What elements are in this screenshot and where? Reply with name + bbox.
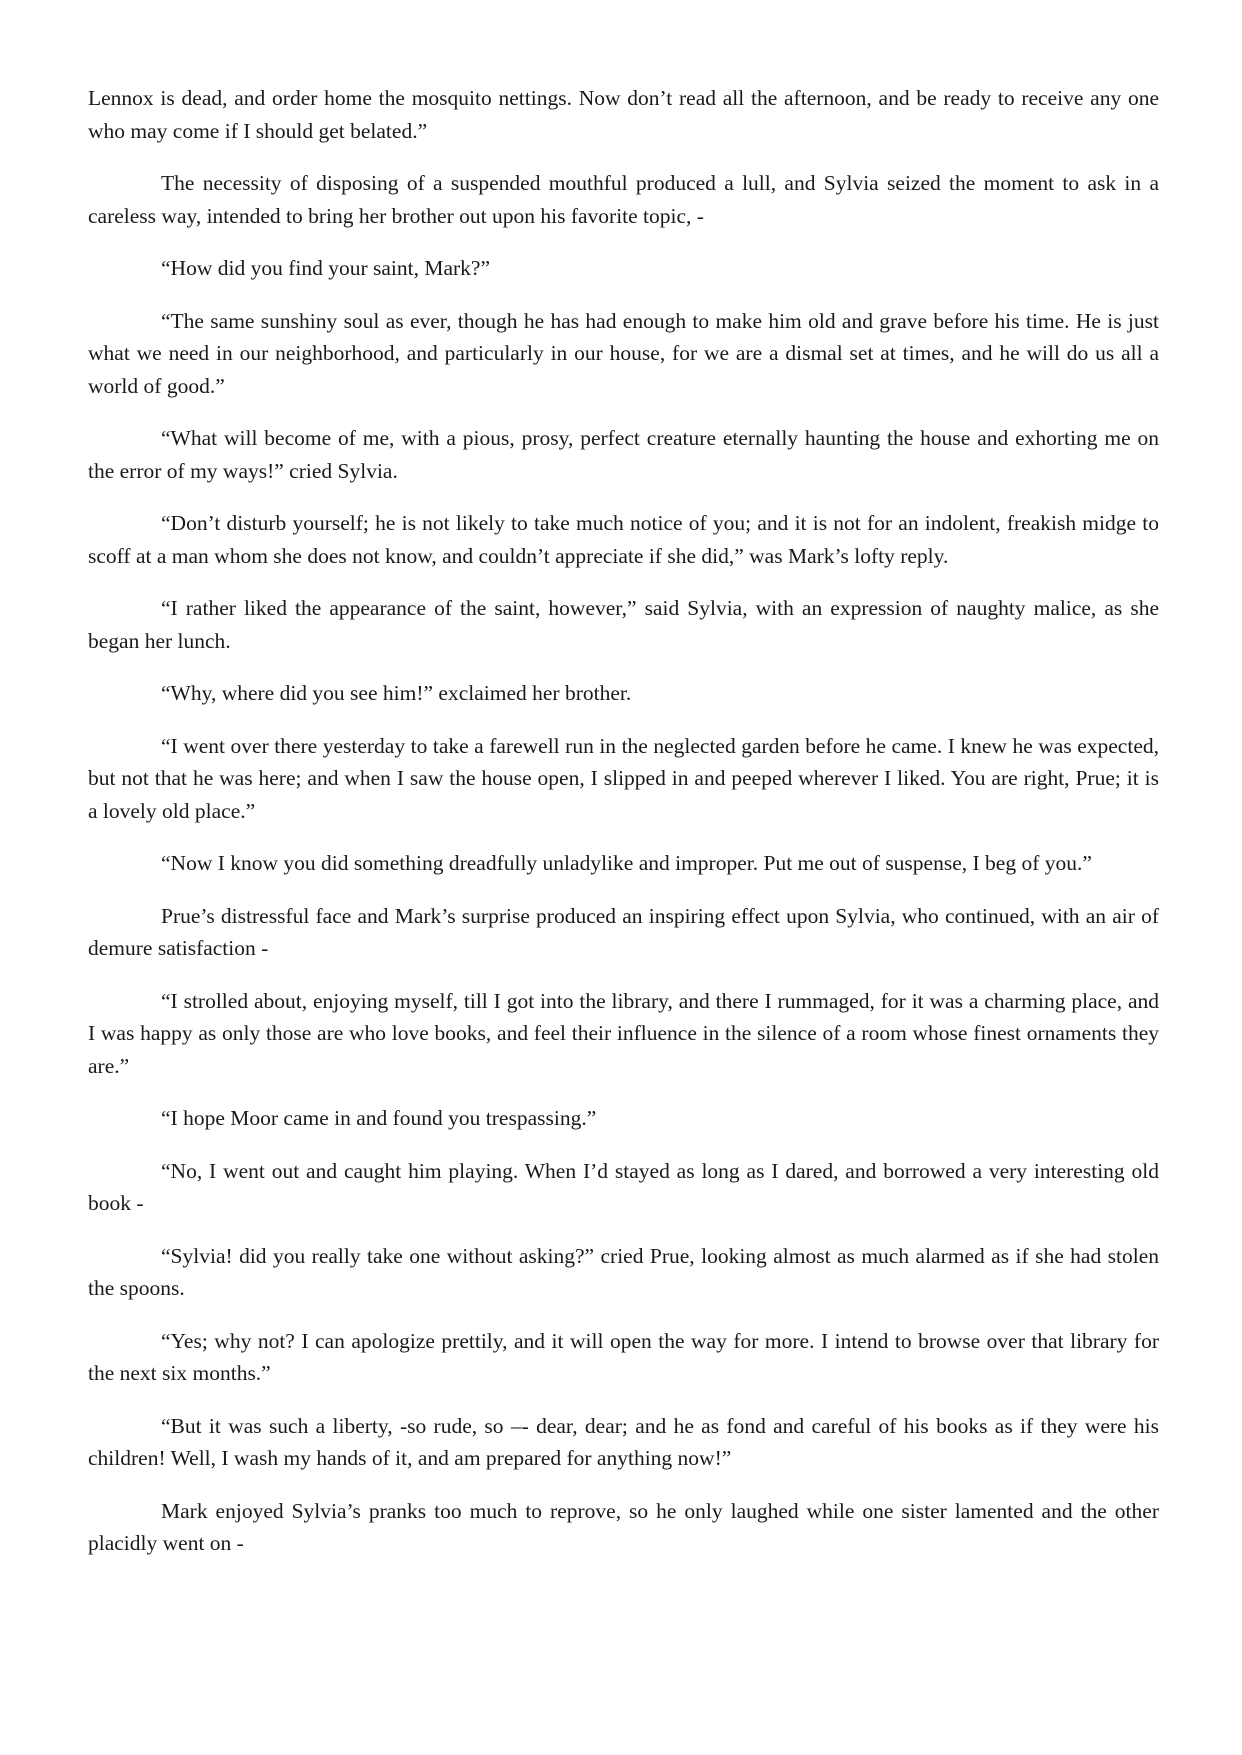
- paragraph: “I hope Moor came in and found you trespassing.”: [161, 1106, 597, 1130]
- paragraph: “I rather liked the appearance of the saint, however,” said Sylvia, with an expression of naughty malice, as she began her lunch.: [88, 596, 1159, 653]
- paragraph: “Why, where did you see him!” exclaimed her brother.: [161, 681, 632, 705]
- paragraph: “Don’t disturb yourself; he is not likely to take much notice of you; and it is not for an indolent, freakish midge to scoff at a man whom she does not know, and couldn’t appreciate if she did,” was Mark’s lofty reply.: [88, 511, 1159, 568]
- paragraph: “The same sunshiny soul as ever, though he has had enough to make him old and grave before his time. He is just what we need in our neighborhood, and particularly in our house, for we are a dismal set at times, and he will do us all a world of good.”: [88, 308, 1159, 398]
- paragraph: “Now I know you did something dreadfully unladylike and improper. Put me out of suspense, I beg of you.”: [161, 851, 1092, 875]
- paragraph: “What will become of me, with a pious, prosy, perfect creature eternally haunting the house and exhorting me on the error of my ways!” cried Sylvia.: [88, 426, 1159, 483]
- paragraph: “No, I went out and caught him playing. When I’d stayed as long as I dared, and borrowed a very interesting old book -: [88, 1158, 1159, 1215]
- paragraph: The necessity of disposing of a suspended mouthful produced a lull, and Sylvia seized the moment to ask in a careless way, intended to bring her brother out upon his favorite topic, -: [88, 171, 1159, 228]
- paragraph: “Yes; why not? I can apologize prettily, and it will open the way for more. I intend to browse over that library for the next six months.”: [88, 1328, 1159, 1385]
- paragraph-continuation: Lennox is dead, and order home the mosquito nettings. Now don’t read all the afternoon, and be ready to receive any one who may come if I should get belated.”: [88, 86, 1159, 143]
- paragraph: “Sylvia! did you really take one without asking?” cried Prue, looking almost as much alarmed as if she had stolen the spoons.: [88, 1243, 1159, 1300]
- paragraph: “I strolled about, enjoying myself, till I got into the library, and there I rummaged, for it was a charming place, and I was happy as only those are who love books, and feel their influence in the silence of a room whose finest ornaments they are.”: [88, 988, 1159, 1078]
- paragraph: “How did you find your saint, Mark?”: [161, 256, 490, 280]
- paragraph: Prue’s distressful face and Mark’s surprise produced an inspiring effect upon Sylvia, who continued, with an air of demure satisfaction -: [88, 903, 1159, 960]
- document-page: [88, 82, 1159, 1580]
- paragraph: “But it was such a liberty, -so rude, so –- dear, dear; and he as fond and careful of his books as if they were his children! Well, I wash my hands of it, and am prepared for anything now!”: [88, 1413, 1159, 1470]
- paragraph: Mark enjoyed Sylvia’s pranks too much to reprove, so he only laughed while one sister lamented and the other placidly went on -: [88, 1498, 1159, 1555]
- paragraph: “I went over there yesterday to take a farewell run in the neglected garden before he came. I knew he was expected, but not that he was here; and when I saw the house open, I slipped in and peeped wherever I liked. You are right, Prue; it is a lovely old place.”: [88, 733, 1159, 823]
